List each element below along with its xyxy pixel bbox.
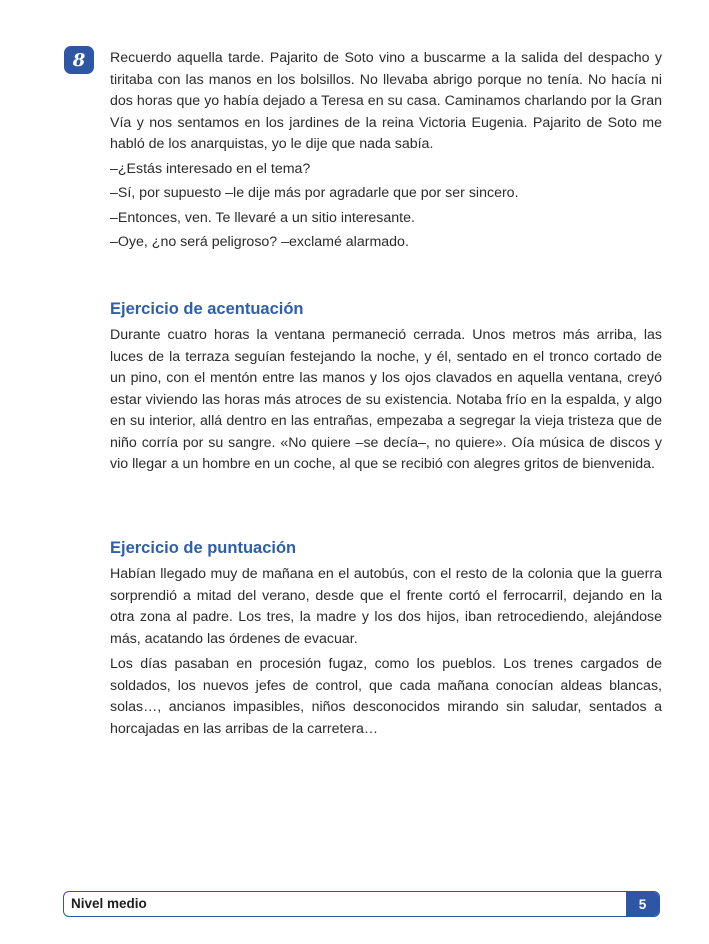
- puntuacion-text: [110, 564, 662, 740]
- puntuacion-paragraph: Los días pasaban en procesión fugaz, como los pueblos. Los trenes cargados de soldados, los nuevos jefes de control, que cada mañana conocían aldeas blancas, solas…, ancianos impasibles, niños desconocidos mirando sin saludar, sentados a horcajadas en las arribas de la carretera…: [110, 656, 662, 737]
- dialogue-line: –Entonces, ven. Te llevaré a un sitio interesante.: [110, 209, 415, 226]
- exercise-paragraph: Recuerdo aquella tarde. Pajarito de Soto vino a buscarme a la salida del despacho y tiritaba con las manos en los bolsillos. No llevaba abrigo porque no tenía. No hacía ni dos horas que yo había dejado a Teresa en su casa. Caminamos charlando por la Gran Vía y nos sentamos en los jardines de la reina Victoria Eugenia. Pajarito de Soto me habló de los anarquistas, yo le dije que nada sabía.: [110, 50, 662, 152]
- page-footer: [63, 891, 660, 917]
- puntuacion-paragraph: Habían llegado muy de mañana en el autobús, con el resto de la colonia que la guerra sorprendió a mitad del verano, desde que el frente cortó el ferrocarril, dejando en la otra zona al padre. Los tres, la madre y los dos hijos, iban retrocediendo, alejándose más, acatando las órdenes de evacuar.: [110, 566, 662, 647]
- dialogue-line: –Oye, ¿no será peligroso? –exclamé alarmado.: [110, 234, 409, 250]
- level-label: Nivel medio: [71, 896, 147, 911]
- exercise-text: [110, 48, 662, 254]
- acentuacion-text: [110, 325, 662, 476]
- dialogue-line: –¿Estás interesado en el tema?: [110, 160, 311, 177]
- acentuacion-paragraph: Durante cuatro horas la ventana permaneció cerrada. Unos metros más arriba, las luces de la terraza seguían festejando la noche, y él, sentado en el tronco cortado de un pino, con el mentón entre las manos y los ojos clavados en aquella ventana, creyó estar viviendo las horas más atroces de su existencia. Notaba frío en la espalda, y algo en su interior, allá dentro en las entrañas, empezaba a segregar la vieja tristeza que de niño corría por su sangre. «No quiere –se decía–, no quiere». Oía música de discos y vio llegar a un hombre en un coche, al que se recibió con alegres gritos de bienvenida.: [110, 327, 662, 472]
- section-title-acentuacion: Ejercicio de acentuación: [110, 300, 304, 318]
- exercise-number-badge: 8: [64, 46, 94, 74]
- dialogue-line: –Sí, por supuesto –le dije más por agradarle que por ser sincero.: [110, 185, 519, 201]
- section-title-puntuacion: Ejercicio de puntuación: [110, 539, 297, 557]
- page-number: 5: [626, 892, 659, 916]
